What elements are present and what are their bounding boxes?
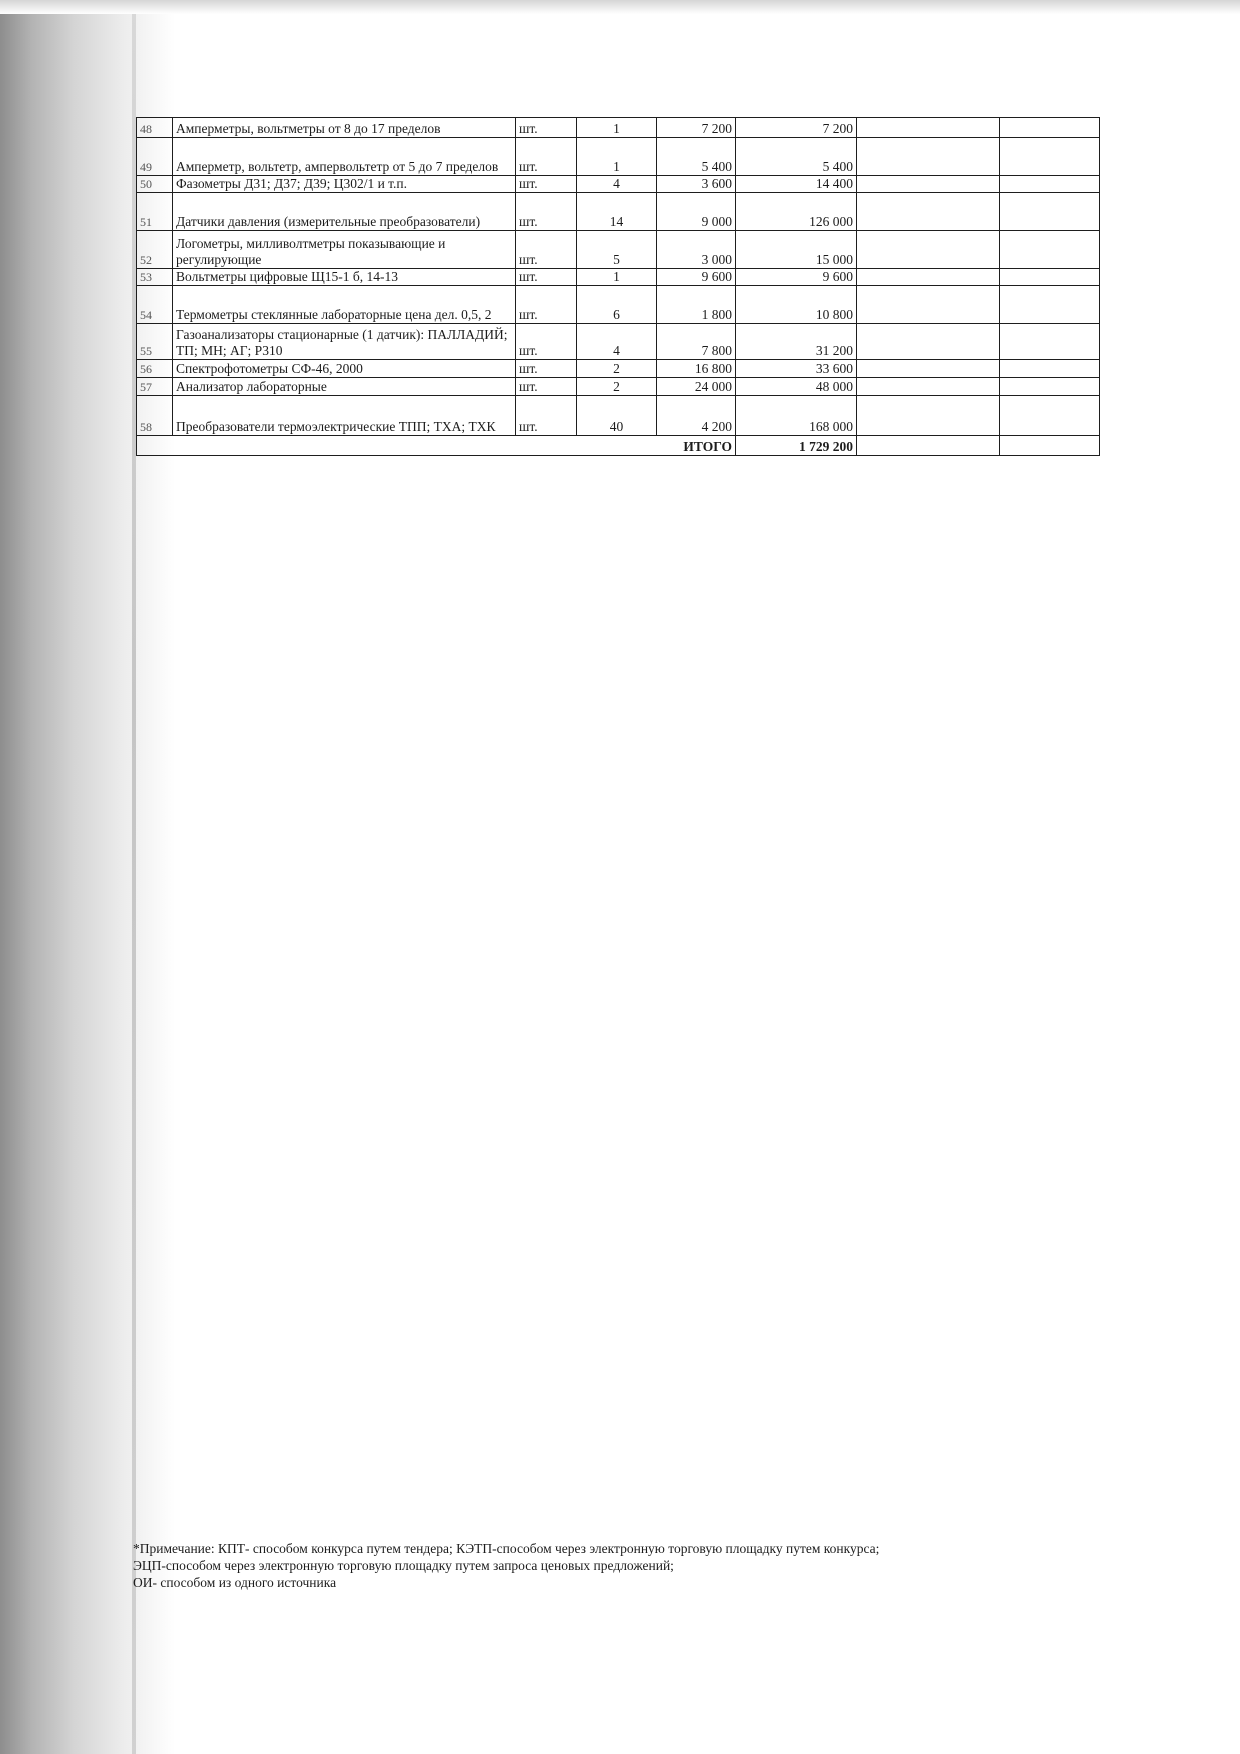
table-row <box>137 269 1100 286</box>
amount-cell: 7 200 <box>736 118 857 138</box>
unit-cell: шт. <box>516 269 577 286</box>
total-value: 1 729 200 <box>736 436 857 456</box>
item-name-cell: Газоанализаторы стационарные (1 датчик): ПАЛЛАДИЙ; ТП; МН; АГ; Р310 <box>173 324 516 360</box>
blank-column-cell <box>857 118 1000 138</box>
item-name-cell: Вольтметры цифровые Щ15-1 б, 14-13 <box>173 269 516 286</box>
blank-column-cell <box>1000 324 1100 360</box>
quantity-cell: 2 <box>577 360 657 378</box>
table-row <box>137 118 1100 138</box>
blank-column-cell <box>857 324 1000 360</box>
unit-cell: шт. <box>516 138 577 176</box>
row-number-cell: 50 <box>137 176 173 193</box>
total-row <box>137 436 1100 456</box>
blank-column-cell <box>1000 193 1100 231</box>
blank-column-cell <box>1000 138 1100 176</box>
unit-cell: шт. <box>516 378 577 396</box>
row-number-cell: 52 <box>137 231 173 269</box>
row-number-cell: 56 <box>137 360 173 378</box>
amount-cell: 14 400 <box>736 176 857 193</box>
unit-price-cell: 3 000 <box>657 231 736 269</box>
blank-column-cell <box>857 360 1000 378</box>
blank-column-cell <box>857 378 1000 396</box>
blank-column-cell <box>1000 360 1100 378</box>
blank-column-cell <box>857 193 1000 231</box>
footnote-line-1: *Примечание: КПТ- способом конкурса путем тендера; КЭТП-способом через электронную торговую площадку путем конкурса; <box>133 1541 880 1556</box>
item-name-cell: Спектрофотометры СФ-46, 2000 <box>173 360 516 378</box>
quantity-cell: 6 <box>577 286 657 324</box>
row-number-cell: 49 <box>137 138 173 176</box>
item-name-cell: Амперметр, вольтетр, ампервольтетр от 5 до 7 пределов <box>173 138 516 176</box>
table-row <box>137 138 1100 176</box>
total-row-blank <box>137 436 577 456</box>
row-number-cell: 51 <box>137 193 173 231</box>
amount-cell: 48 000 <box>736 378 857 396</box>
footnote-line-2: ЭЦП-способом через электронную торговую площадку путем запроса ценовых предложений; <box>133 1558 674 1573</box>
unit-price-cell: 5 400 <box>657 138 736 176</box>
item-name-cell: Фазометры Д31; Д37; Д39; Ц302/1 и т.п. <box>173 176 516 193</box>
amount-cell: 168 000 <box>736 396 857 436</box>
blank-column-cell <box>1000 118 1100 138</box>
table-row <box>137 324 1100 360</box>
quantity-cell: 14 <box>577 193 657 231</box>
table-row <box>137 176 1100 193</box>
unit-cell: шт. <box>516 193 577 231</box>
blank-column-cell <box>857 269 1000 286</box>
item-name-cell: Логометры, милливолтметры показывающие и регулирующие <box>173 231 516 269</box>
quantity-cell: 40 <box>577 396 657 436</box>
amount-cell: 33 600 <box>736 360 857 378</box>
row-number-cell: 55 <box>137 324 173 360</box>
blank-column-cell <box>1000 231 1100 269</box>
row-number-cell: 48 <box>137 118 173 138</box>
blank-column-cell <box>857 396 1000 436</box>
blank-column-cell <box>1000 396 1100 436</box>
amount-cell: 9 600 <box>736 269 857 286</box>
blank-column-cell <box>857 138 1000 176</box>
item-name-cell: Датчики давления (измерительные преобразователи) <box>173 193 516 231</box>
quantity-cell: 5 <box>577 231 657 269</box>
unit-cell: шт. <box>516 118 577 138</box>
row-number-cell: 58 <box>137 396 173 436</box>
footnote-line-3: ОИ- способом из одного источника <box>133 1575 337 1590</box>
unit-cell: шт. <box>516 176 577 193</box>
blank-column-cell <box>1000 378 1100 396</box>
blank-column-cell <box>1000 176 1100 193</box>
total-label: ИТОГО <box>577 436 736 456</box>
quantity-cell: 4 <box>577 324 657 360</box>
table-row <box>137 360 1100 378</box>
table-row <box>137 378 1100 396</box>
item-name-cell: Термометры стеклянные лабораторные цена дел. 0,5, 2 <box>173 286 516 324</box>
blank-column-cell <box>857 176 1000 193</box>
unit-price-cell: 1 800 <box>657 286 736 324</box>
unit-price-cell: 9 000 <box>657 193 736 231</box>
quantity-cell: 2 <box>577 378 657 396</box>
unit-cell: шт. <box>516 360 577 378</box>
amount-cell: 126 000 <box>736 193 857 231</box>
item-name-cell: Преобразователи термоэлектрические ТПП; ТХА; ТХК <box>173 396 516 436</box>
amount-cell: 31 200 <box>736 324 857 360</box>
unit-price-cell: 9 600 <box>657 269 736 286</box>
quantity-cell: 4 <box>577 176 657 193</box>
quantity-cell: 1 <box>577 269 657 286</box>
unit-price-cell: 4 200 <box>657 396 736 436</box>
blank-column-cell <box>857 436 1000 456</box>
amount-cell: 5 400 <box>736 138 857 176</box>
row-number-cell: 57 <box>137 378 173 396</box>
scan-top-edge <box>0 0 1240 14</box>
unit-cell: шт. <box>516 396 577 436</box>
blank-column-cell <box>857 231 1000 269</box>
item-name-cell: Амперметры, вольтметры от 8 до 17 пределов <box>173 118 516 138</box>
unit-cell: шт. <box>516 231 577 269</box>
unit-price-cell: 7 200 <box>657 118 736 138</box>
table-row <box>137 286 1100 324</box>
unit-price-cell: 24 000 <box>657 378 736 396</box>
unit-cell: шт. <box>516 286 577 324</box>
item-name-cell: Анализатор лабораторные <box>173 378 516 396</box>
unit-cell: шт. <box>516 324 577 360</box>
blank-column-cell <box>1000 436 1100 456</box>
unit-price-cell: 3 600 <box>657 176 736 193</box>
blank-column-cell <box>1000 269 1100 286</box>
amount-cell: 15 000 <box>736 231 857 269</box>
row-number-cell: 53 <box>137 269 173 286</box>
footnote <box>133 1540 1133 1591</box>
quantity-cell: 1 <box>577 138 657 176</box>
unit-price-cell: 7 800 <box>657 324 736 360</box>
quantity-cell: 1 <box>577 118 657 138</box>
table-row <box>137 193 1100 231</box>
table-row <box>137 231 1100 269</box>
blank-column-cell <box>1000 286 1100 324</box>
row-number-cell: 54 <box>137 286 173 324</box>
unit-price-cell: 16 800 <box>657 360 736 378</box>
amount-cell: 10 800 <box>736 286 857 324</box>
table-row <box>137 396 1100 436</box>
blank-column-cell <box>857 286 1000 324</box>
procurement-table <box>136 117 1100 456</box>
